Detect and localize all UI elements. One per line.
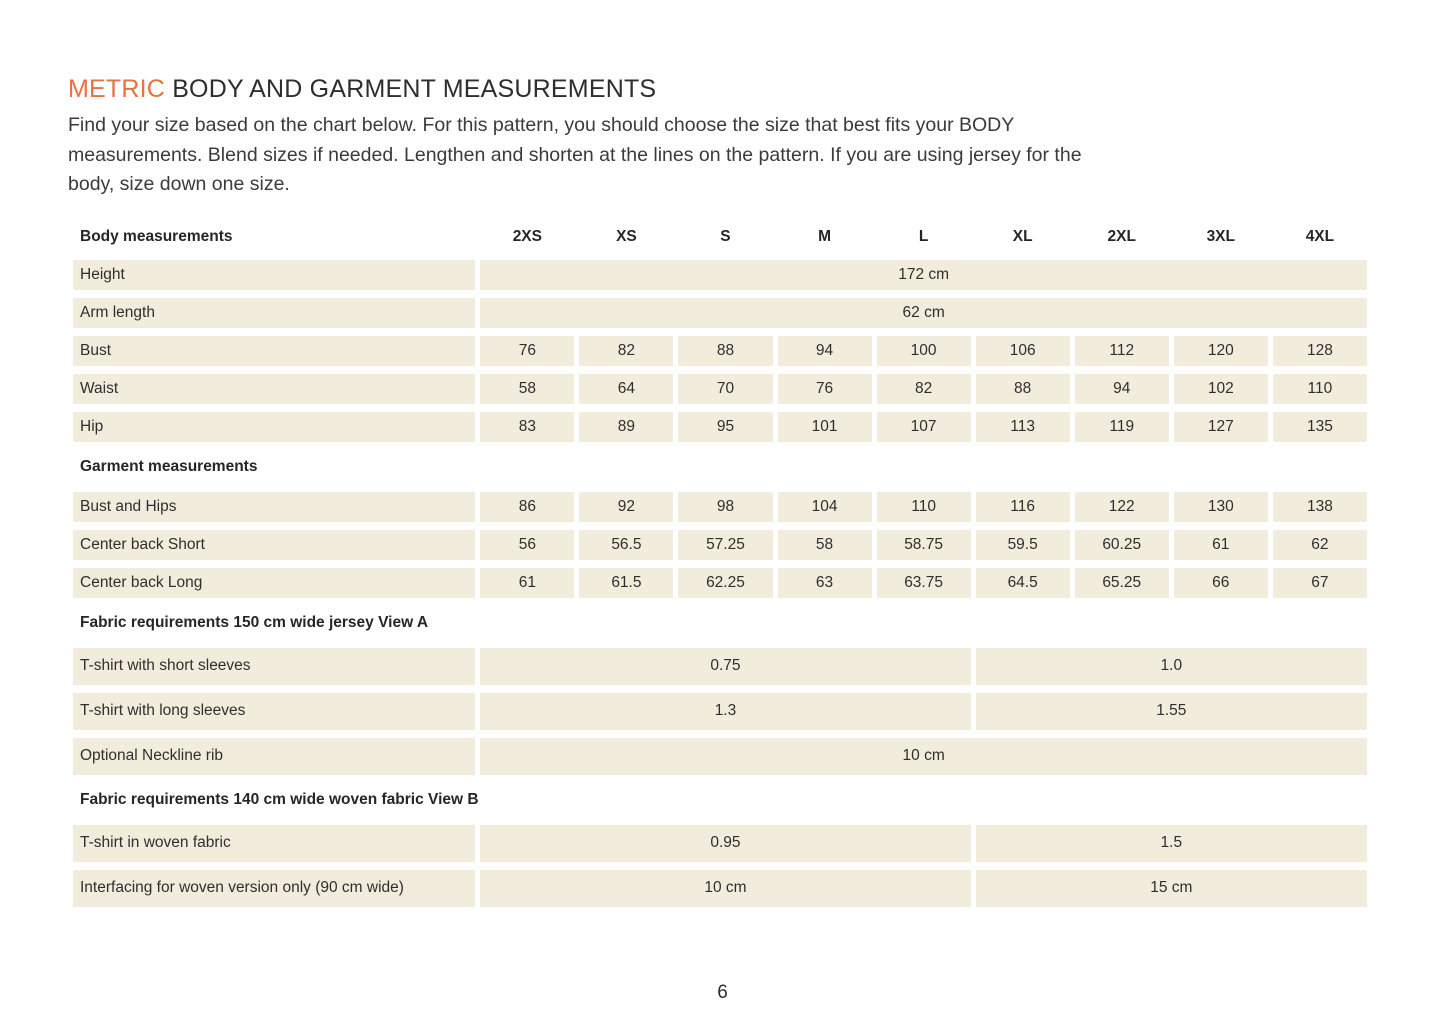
row-waist: [73, 374, 1367, 404]
row-tshirt-woven: [73, 825, 1367, 862]
cell-value: 89: [579, 412, 673, 442]
row-label: Hip: [73, 412, 475, 442]
cell-value: 104: [778, 492, 872, 522]
cell-value: 64: [579, 374, 673, 404]
row-label: T-shirt with long sleeves: [73, 693, 475, 730]
cell-value: 94: [1075, 374, 1169, 404]
cell-value: 94: [778, 336, 872, 366]
row-interfacing: [73, 870, 1367, 907]
measurement-table: [68, 214, 1372, 915]
cell-value: 57.25: [678, 530, 772, 560]
cell-value: 138: [1273, 492, 1367, 522]
cell-value: 0.75: [480, 648, 970, 685]
cell-value: 61: [480, 568, 574, 598]
row-label: Center back Short: [73, 530, 475, 560]
row-center-back-long: [73, 568, 1367, 598]
row-label: Center back Long: [73, 568, 475, 598]
cell-value: 63.75: [877, 568, 971, 598]
row-label: T-shirt with short sleeves: [73, 648, 475, 685]
row-label: Arm length: [73, 298, 475, 328]
cell-value: 64.5: [976, 568, 1070, 598]
cell-value: 58.75: [877, 530, 971, 560]
cell-value: 58: [778, 530, 872, 560]
cell-value: 88: [678, 336, 772, 366]
cell-value: 1.55: [976, 693, 1367, 730]
size-header: 4XL: [1305, 227, 1335, 245]
cell-value: 83: [480, 412, 574, 442]
section-header: Garment measurements: [73, 450, 1367, 484]
row-center-back-short: [73, 530, 1367, 560]
cell-value: 63: [778, 568, 872, 598]
cell-value: 119: [1075, 412, 1169, 442]
cell-value: 62.25: [678, 568, 772, 598]
cell-value: 1.3: [480, 693, 970, 730]
row-hip: [73, 412, 1367, 442]
cell-value: 0.95: [480, 825, 970, 862]
cell-value: 56: [480, 530, 574, 560]
cell-value: 102: [1174, 374, 1268, 404]
size-header: 2XL: [1107, 227, 1136, 245]
cell-value: 60.25: [1075, 530, 1169, 560]
cell-value: 120: [1174, 336, 1268, 366]
cell-value: 62 cm: [480, 298, 1367, 328]
page-title: [68, 74, 1377, 105]
cell-value: 10 cm: [480, 870, 970, 907]
cell-value: 101: [778, 412, 872, 442]
cell-value: 1.0: [976, 648, 1367, 685]
intro-line: Find your size based on the chart below. For this pattern, you should choose the size that best fits your BODY: [68, 114, 1015, 136]
size-header: 2XS: [512, 227, 542, 245]
cell-value: 95: [678, 412, 772, 442]
cell-value: 15 cm: [976, 870, 1367, 907]
cell-value: 92: [579, 492, 673, 522]
page-number: 6: [717, 982, 728, 1003]
size-header: S: [720, 227, 731, 245]
cell-value: 130: [1174, 492, 1268, 522]
cell-value: 110: [1273, 374, 1367, 404]
cell-value: 98: [678, 492, 772, 522]
cell-value: 76: [480, 336, 574, 366]
cell-value: 76: [778, 374, 872, 404]
section-header: Fabric requirements 140 cm wide woven fabric View B: [73, 783, 1367, 817]
cell-value: 82: [579, 336, 673, 366]
size-header-row: [73, 222, 1367, 252]
title-rest: BODY AND GARMENT MEASUREMENTS: [172, 75, 657, 103]
cell-value: 67: [1273, 568, 1367, 598]
section-header: Fabric requirements 150 cm wide jersey View A: [73, 606, 1367, 640]
cell-value: 107: [877, 412, 971, 442]
cell-value: 56.5: [579, 530, 673, 560]
cell-value: 116: [976, 492, 1070, 522]
corner-header: Body measurements: [80, 227, 233, 245]
size-header: XL: [1012, 227, 1033, 245]
cell-value: 128: [1273, 336, 1367, 366]
cell-value: 88: [976, 374, 1070, 404]
cell-value: 122: [1075, 492, 1169, 522]
cell-value: 61: [1174, 530, 1268, 560]
row-tshirt-short-sleeves: [73, 648, 1367, 685]
intro-line: measurements. Blend sizes if needed. Lengthen and shorten at the lines on the pattern. If you are using jersey for the: [68, 143, 1082, 166]
cell-value: 65.25: [1075, 568, 1169, 598]
cell-value: 1.5: [976, 825, 1367, 862]
size-header: XS: [616, 227, 637, 245]
cell-value: 86: [480, 492, 574, 522]
row-label: Bust: [73, 336, 475, 366]
cell-value: 82: [877, 374, 971, 404]
row-height: [73, 260, 1367, 290]
size-header: L: [918, 227, 929, 245]
row-arm-length: [73, 298, 1367, 328]
section-row-fabric-woven: [73, 783, 1367, 817]
row-bust-and-hips: [73, 492, 1367, 522]
row-label: Bust and Hips: [73, 492, 475, 522]
row-neckline-rib: [73, 738, 1367, 775]
cell-value: 112: [1075, 336, 1169, 366]
cell-value: 135: [1273, 412, 1367, 442]
cell-value: 110: [877, 492, 971, 522]
cell-value: 127: [1174, 412, 1268, 442]
page-content: [68, 74, 1377, 915]
cell-value: 62: [1273, 530, 1367, 560]
row-label: Height: [73, 260, 475, 290]
row-label: Waist: [73, 374, 475, 404]
cell-value: 70: [678, 374, 772, 404]
row-tshirt-long-sleeves: [73, 693, 1367, 730]
section-row-garment: [73, 450, 1367, 484]
cell-value: 59.5: [976, 530, 1070, 560]
cell-value: 10 cm: [480, 738, 1367, 775]
cell-value: 61.5: [579, 568, 673, 598]
cell-value: 66: [1174, 568, 1268, 598]
cell-value: 113: [976, 412, 1070, 442]
intro-line: body, size down one size.: [68, 173, 290, 195]
size-header: 3XL: [1206, 227, 1235, 245]
cell-value: 172 cm: [480, 260, 1367, 290]
cell-value: 58: [480, 374, 574, 404]
section-row-fabric-jersey: [73, 606, 1367, 640]
row-label: T-shirt in woven fabric: [73, 825, 475, 862]
size-header: M: [818, 227, 831, 245]
intro-paragraph: [68, 111, 1377, 200]
cell-value: 106: [976, 336, 1070, 366]
row-label: Optional Neckline rib: [73, 738, 475, 775]
row-bust: [73, 336, 1367, 366]
cell-value: 100: [877, 336, 971, 366]
title-highlight: METRIC: [68, 75, 166, 103]
row-label: Interfacing for woven version only (90 cm wide): [73, 870, 475, 907]
